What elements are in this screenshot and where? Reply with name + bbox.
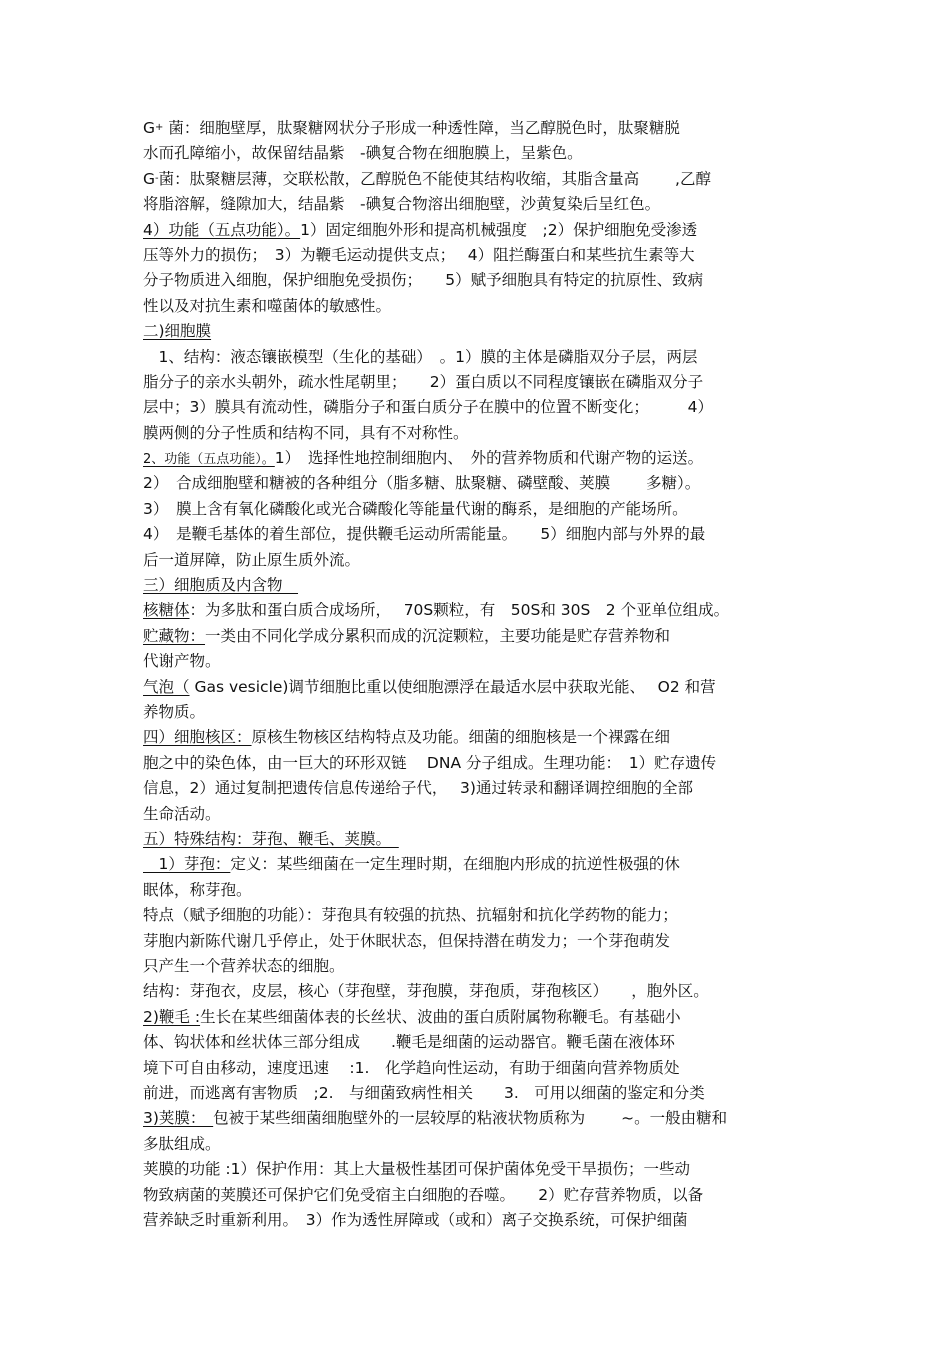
text-line: 3)荚膜： 包被于某些细菌细胞壁外的一层较厚的粘液状物质称为 ~。一般由糖和 — [143, 1109, 728, 1127]
text-line: 水而孔障缩小，故保留结晶紫 -碘复合物在细胞膜上，呈紫色。 — [143, 144, 583, 162]
term-flagella: 2)鞭毛 : — [143, 1008, 201, 1026]
text-line: 体、钩状体和丝状体三部分组成 .鞭毛是细菌的运动器官。鞭毛菌在液体环 — [143, 1033, 675, 1051]
text-line: 2、功能（五点功能）。1） 选择性地控制细胞内、 外的营养物质和代谢产物的运送。 — [143, 449, 704, 467]
text-line: 胞之中的染色体，由一巨大的环形双链 DNA 分子组成。生理功能： 1）贮存遗传 — [143, 754, 717, 772]
text-line: 3） 膜上含有氧化磷酸化或光合磷酸化等能量代谢的酶系，是细胞的产能场所。 — [143, 500, 688, 518]
text-line: 2)鞭毛 :生长在某些细菌体表的长丝状、波曲的蛋白质附属物称鞭毛。有基础小 — [143, 1008, 681, 1026]
heading-cell-wall-function: 4）功能（五点功能）。 — [143, 221, 301, 239]
text-line: 多肽组成。 — [143, 1135, 221, 1153]
section-heading-cell-membrane: 二)细胞膜 — [143, 322, 212, 340]
text-line: 膜两侧的分子性质和结构不同，具有不对称性。 — [143, 424, 469, 442]
text-line: 特点（赋予细胞的功能）：芽孢具有较强的抗热、抗辐射和抗化学药物的能力； — [143, 906, 678, 924]
section-heading-nucleoid: 四）细胞核区： — [143, 728, 252, 746]
section-heading-cytoplasm: 三）细胞质及内含物 — [143, 576, 299, 594]
text-line: 芽胞内新陈代谢几乎停止，处于休眠状态，但保持潜在萌发力；一个芽孢萌发 — [143, 932, 671, 950]
text-line: 信息，2）通过复制把遗传信息传递给子代， 3)通过转录和翻译调控细胞的全部 — [143, 779, 693, 797]
text-line: 2） 合成细胞壁和糖被的各种组分（脂多糖、肽聚糖、磷壁酸、荚膜 多糖）。 — [143, 474, 701, 492]
text-line: 气泡（ Gas vesicle)调节细胞比重以使细胞漂浮在最适水层中获取光能、 O2 和营 — [143, 678, 716, 696]
text-line: 荚膜的功能 :1）保护作用：其上大量极性基团可保护菌体免受干旱损伤；一些动 — [143, 1160, 691, 1178]
text-line: 4）功能（五点功能）。1）固定细胞外形和提高机械强度 ;2）保护细胞免受渗透 — [143, 221, 698, 239]
text-line: 核糖体：为多肽和蛋白质合成场所， 70S颗粒，有 50S和 30S 2 个亚单位组成。 — [143, 601, 730, 619]
text-line: 后一道屏障，防止原生质外流。 — [143, 551, 361, 569]
text-line: 前进，而逃离有害物质 ;2. 与细菌致病性相关 3. 可用以细菌的鉴定和分类 — [143, 1084, 705, 1102]
text-line: 分子物质进入细胞，保护细胞免受损伤； 5）赋予细胞具有特定的抗原性、致病 — [143, 271, 704, 289]
term-storage: 贮藏物： — [143, 627, 206, 645]
text-line: 生命活动。 — [143, 805, 221, 823]
term-capsule: 3)荚膜： — [143, 1109, 214, 1127]
term-ribosome: 核糖体 — [143, 601, 190, 619]
text-line: 结构：芽孢衣，皮层，核心（芽孢壁，芽孢膜，芽孢质，芽孢核区） ，胞外区。 — [143, 982, 709, 1000]
text-line: 眠体，称芽孢。 — [143, 881, 252, 899]
text-line: 1、结构：液态镶嵌模型（生化的基础） 。1）膜的主体是磷脂双分子层，两层 — [143, 348, 698, 366]
text-line: G-菌：肽聚糖层薄，交联松散，乙醇脱色不能使其结构收缩，其脂含量高 ,乙醇 — [143, 170, 711, 188]
text-line: 1）芽孢：定义：某些细菌在一定生理时期，在细胞内形成的抗逆性极强的休 — [143, 855, 680, 873]
text-line: 代谢产物。 — [143, 652, 221, 670]
text-line: G+ 菌：细胞壁厚，肽聚糖网状分子形成一种透性障，当乙醇脱色时，肽聚糖脱 — [143, 119, 680, 137]
text-line: 只产生一个营养状态的细胞。 — [143, 957, 345, 975]
text-line: 将脂溶解，缝隙加大，结晶紫 -碘复合物溶出细胞壁，沙黄复染后呈红色。 — [143, 195, 661, 213]
text-line: 性以及对抗生素和噬菌体的敏感性。 — [143, 297, 392, 315]
text-line: 物致病菌的荚膜还可保护它们免受宿主白细胞的吞噬。 2）贮存营养物质，以备 — [143, 1186, 704, 1204]
text-line: 养物质。 — [143, 703, 206, 721]
text-line: 4） 是鞭毛基体的着生部位，提供鞭毛运动所需能量。 5）细胞内部与外界的最 — [143, 525, 706, 543]
text-line: 压等外力的损伤； 3）为鞭毛运动提供支点； 4）阻拦酶蛋白和某些抗生素等大 — [143, 246, 695, 264]
text-line: 四）细胞核区：原核生物核区结构特点及功能。细菌的细胞核是一个裸露在细 — [143, 728, 671, 746]
term-gas-vesicle: 气泡（ — [143, 678, 190, 696]
heading-membrane-function: 2、功能（五点功能）。 — [143, 452, 275, 467]
term-spore: 1）芽孢： — [143, 855, 231, 873]
text-line: 贮藏物：一类由不同化学成分累积而成的沉淀颗粒，主要功能是贮存营养物和 — [143, 627, 671, 645]
text-line: 境下可自由移动，速度迅速 :1. 化学趋向性运动，有助于细菌向营养物质处 — [143, 1059, 680, 1077]
text-line: 层中；3）膜具有流动性，磷脂分子和蛋白质分子在膜中的位置不断变化； 4） — [143, 398, 713, 416]
section-heading-special-structures: 五）特殊结构：芽孢、鞭毛、荚膜。 — [143, 830, 399, 848]
text-line: 营养缺乏时重新利用。 3）作为透性屏障或（或和）离子交换系统，可保护细菌 — [143, 1211, 688, 1229]
text-line: 脂分子的亲水头朝外，疏水性尾朝里； 2）蛋白质以不同程度镶嵌在磷脂双分子 — [143, 373, 704, 391]
